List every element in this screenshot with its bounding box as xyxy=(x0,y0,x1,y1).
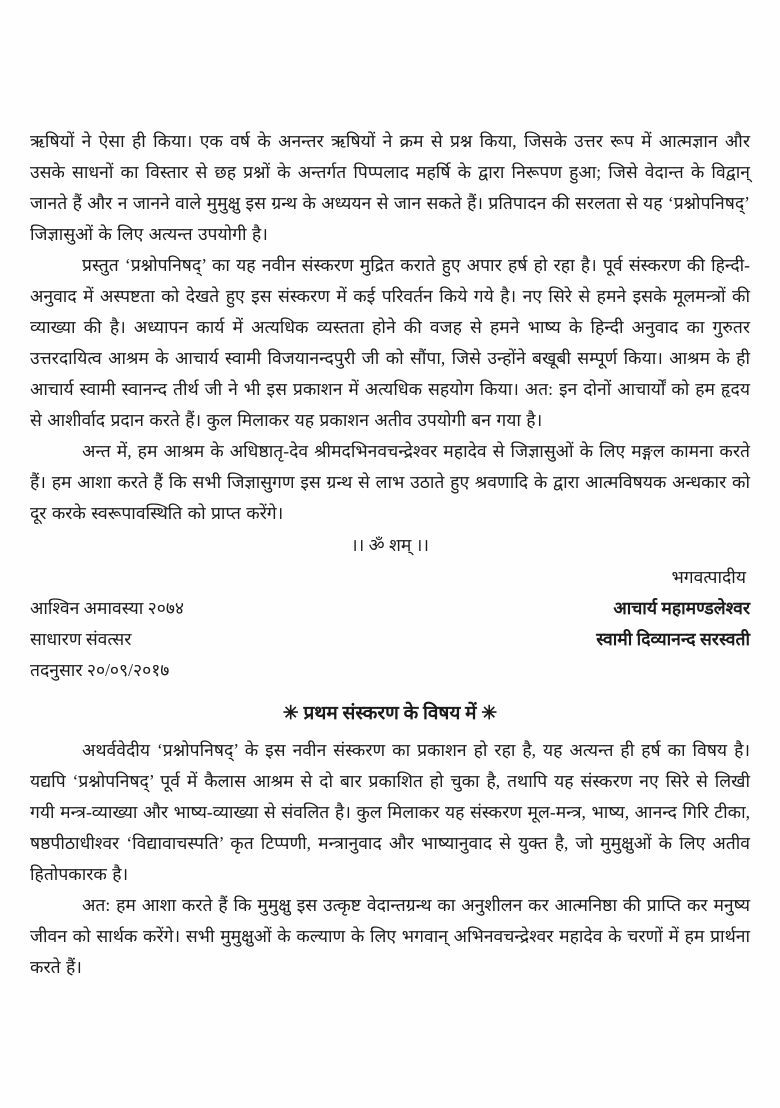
signature-salutation: भगवत्पादीय xyxy=(671,567,746,587)
date-line-1: आश्विन अमावस्या २०७४ xyxy=(30,598,185,618)
date-line-2: साधारण संवत्सर xyxy=(30,629,132,649)
intro-paragraph-2: प्रस्तुत ‘प्रश्नोपनिषद्’ का यह नवीन संस्करण मुद्रित कराते हुए अपार हर्ष हो रहा है। पूर्व संस्करण की हिन्दी-अनुवाद में अस्पष्टता को देखते हुए इस संस्करण में कई परिवर्तन किये गये है। नए सिरे से हमने इसके मूलमन्त्रों की व्याख्या की है। अध्यापन कार्य में अत्यधिक व्यस्तता होने की वजह से हमने भाष्य के हिन्दी अनुवाद का गुरुतर उत्तरदायित्व आश्रम के आचार्य स्वामी विजयानन्दपुरी जी को सौंपा, जिसे उन्होंने बखूबी सम्पूर्ण किया। आश्रम के ही आचार्य स्वामी स्वानन्द तीर्थ जी ने भी इस प्रकाशन में अत्यधिक सहयोग किया। अत: इन दोनों आचार्यों को हम हृदय से आशीर्वाद प्रदान करते हैं। कुल मिलाकर यह प्रकाशन अतीव उपयोगी बन गया है। xyxy=(30,255,750,430)
om-shanti-line: ।। ॐ शम् ।। xyxy=(351,535,429,555)
section-paragraph-1: अथर्ववेदीय ‘प्रश्नोपनिषद्’ के इस नवीन संस्करण का प्रकाशन हो रहा है, यह अत्यन्त ही हर्ष का विषय है। यद्यपि ‘प्रश्नोपनिषद्’ पूर्व में कैलास आश्रम से दो बार प्रकाशित हो चुका है, तथापि यह संस्करण नए सिरे से लिखी गयी मन्त्र-व्याख्या और भाष्य-व्याख्या से संवलित है। कुल मिलाकर यह संस्करण मूल-मन्त्र, भाष्य, आनन्द गिरि टीका, षष्ठपीठाधीश्वर ‘विद्यावाचस्पति’ कृत टिप्पणी, मन्त्रानुवाद और भाष्यानुवाद से युक्त है, जो मुमुक्षुओं के लिए अतीव हितोपकारक है। xyxy=(30,740,750,884)
signature-title: आचार्य महामण्डलेश्वर xyxy=(613,598,750,618)
section-paragraph-2: अत: हम आशा करते हैं कि मुमुक्षु इस उत्कृष्ट वेदान्तग्रन्थ का अनुशीलन कर आत्मनिष्ठा की प्राप्ति कर मनुष्य जीवन को सार्थक करेंगे। सभी मुमुक्षुओं के कल्याण के लिए भगवान् अभिनवचन्द्रेश्वर महादेव के चरणों में हम प्रार्थना करते हैं। xyxy=(30,895,750,977)
date-block xyxy=(30,593,184,686)
signature-block xyxy=(596,562,750,655)
section-heading-first-edition: ✳ प्रथम संस्करण के विषय में ✳ xyxy=(282,703,498,724)
signature-section xyxy=(30,562,750,686)
date-line-3: तदनुसार २०/०९/२०१७ xyxy=(30,660,170,680)
intro-paragraph-3: अन्त में, हम आश्रम के अधिष्ठातृ-देव श्रीमदभिनवचन्द्रेश्वर महादेव से जिज्ञासुओं के लिए मङ्गल कामना करते हैं। हम आशा करते हैं कि सभी जिज्ञासुगण इस ग्रन्थ से लाभ उठाते हुए श्रवणादि के द्वारा आत्मविषयक अन्धकार को दूर करके स्वरूपावस्थिति को प्राप्त करेंगे। xyxy=(30,441,750,523)
signature-name: स्वामी दिव्यानन्द सरस्वती xyxy=(596,629,750,649)
intro-paragraph-1: ऋषियों ने ऐसा ही किया। एक वर्ष के अनन्तर ऋषियों ने क्रम से प्रश्न किया, जिसके उत्तर रूप में आत्मज्ञान और उसके साधनों का विस्तार से छह प्रश्नों के अन्तर्गत पिप्पलाद महर्षि के द्वारा निरूपण हुआ; जिसे वेदान्त के विद्वान् जानते हैं और न जानने वाले मुमुक्षु इस ग्रन्थ के अध्ययन से जान सकते हैं। प्रतिपादन की सरलता से यह ‘प्रश्नोपनिषद्’ जिज्ञासुओं के लिए अत्यन्त उपयोगी है। xyxy=(30,131,750,244)
